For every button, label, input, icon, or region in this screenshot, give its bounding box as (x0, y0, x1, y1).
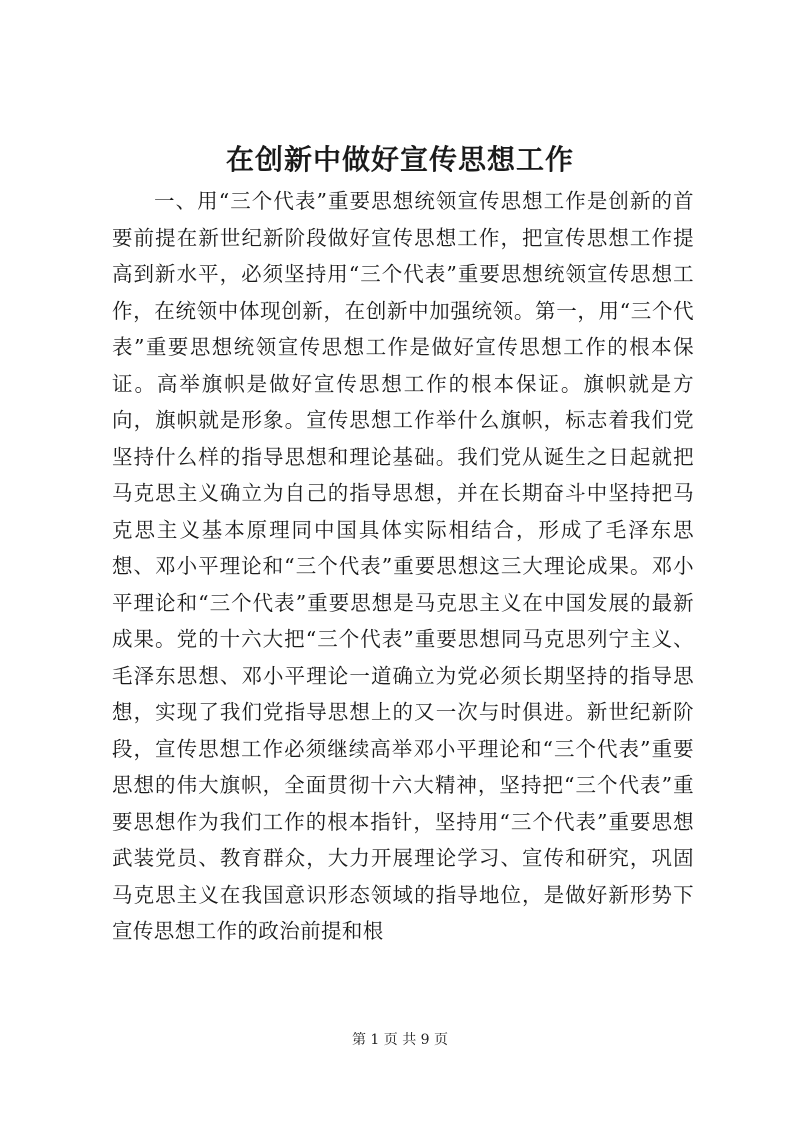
page-number: 第 1 页 共 9 页 (351, 1032, 449, 1048)
document-title: 在创新中做好宣传思想工作 (225, 143, 574, 176)
body-paragraph: 一、用“三个代表”重要思想统领宣传思想工作是创新的首要前提在新世纪新阶段做好宣传思想工作，把宣传思想工作提高到新水平，必须坚持用“三个代表”重要思想统领宣传思想工作，在统领中体现创新，在创新中加强统领。第一，用“三个代表”重要思想统领宣传思想工作是做好宣传思想工作的根本保证。高举旗帜是做好宣传思想工作的根本保证。旗帜就是方向，旗帜就是形象。宣传思想工作举什么旗帜，标志着我们党坚持什么样的指导思想和理论基础。我们党从诞生之日起就把马克思主义确立为自己的指导思想，并在长期奋斗中坚持把马克思主义基本原理同中国具体实际相结合，形成了毛泽东思想、邓小平理论和“三个代表”重要思想这三大理论成果。邓小平理论和“三个代表”重要思想是马克思主义在中国发展的最新成果。党的十六大把“三个代表”重要思想同马克思列宁主义、毛泽东思想、邓小平理论一道确立为党必须长期坚持的指导思想，实现了我们党指导思想上的又一次与时俱进。新世纪新阶段，宣传思想工作必须继续高举邓小平理论和“三个代表”重要思想的伟大旗帜，全面贯彻十六大精神，坚持把“三个代表”重要思想作为我们工作的根本指针，坚持用“三个代表”重要思想武装党员、教育群众，大力开展理论学习、宣传和研究，巩固马克思主义在我国意识形态领域的指导地位，是做好新形势下宣传思想工作的政治前提和根 (112, 189, 694, 943)
